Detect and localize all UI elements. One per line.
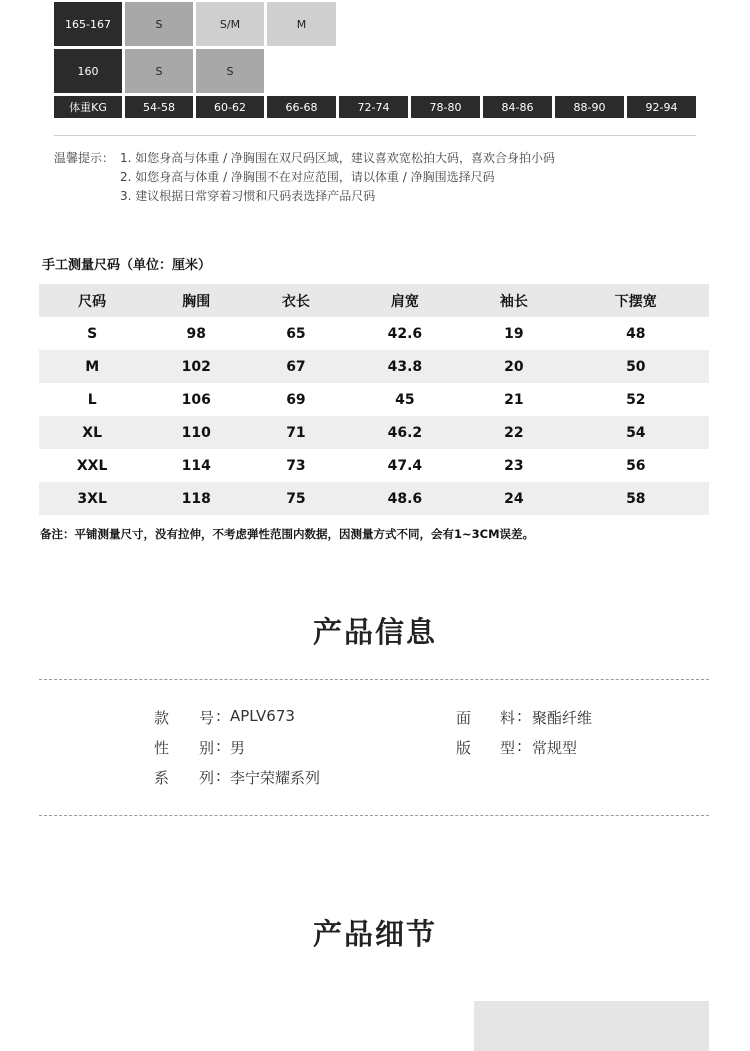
- table-cell: 106: [181, 391, 211, 408]
- table-cell: L: [87, 391, 97, 408]
- product-info-title: 产品信息: [312, 615, 437, 649]
- info-colon: :: [517, 707, 523, 725]
- measure-note: 备注：平铺测量尺寸，没有拉伸，不考虑弹性范围内数据，因测量方式不同，会有1~3CM误差。: [40, 527, 535, 541]
- table-cell: 24: [504, 490, 524, 507]
- weight-cell: 60-62: [196, 96, 264, 118]
- size-cell: S/M: [196, 2, 264, 46]
- table-cell: 98: [186, 325, 206, 342]
- info-key: 性: [154, 739, 170, 757]
- weight-cell: 66-68: [267, 96, 336, 118]
- table-cell: 20: [504, 358, 524, 375]
- product-detail-title: 产品细节: [312, 917, 437, 951]
- info-colon: :: [216, 707, 222, 725]
- table-row: [39, 317, 709, 350]
- info-value: 李宁荣耀系列: [230, 769, 321, 787]
- table-cell: 19: [504, 325, 524, 342]
- table-cell: XL: [82, 424, 103, 441]
- table-row: [39, 350, 709, 383]
- header-cell: 衣长: [281, 293, 310, 310]
- tip-line: 2. 如您身高与体重 / 净胸围不在对应范围，请以体重 / 净胸围选择尺码: [120, 170, 495, 184]
- info-key: 系: [154, 769, 170, 787]
- header-cell: 肩宽: [390, 293, 419, 310]
- table-cell: M: [85, 358, 100, 375]
- table-cell: 48.6: [387, 490, 423, 507]
- weight-cell: 78-80: [411, 96, 480, 118]
- table-cell: 58: [626, 490, 646, 507]
- table-cell: 45: [395, 391, 415, 408]
- size-cell: M: [267, 2, 336, 46]
- size-cell: S: [125, 2, 193, 46]
- table-cell: 73: [286, 457, 306, 474]
- table-cell: 3XL: [77, 490, 107, 507]
- table-cell: 114: [181, 457, 211, 474]
- table-cell: 48: [626, 325, 646, 342]
- detail-image-placeholder: [474, 1001, 709, 1051]
- size-cell: S: [196, 49, 264, 93]
- table-cell: 67: [286, 358, 306, 375]
- info-key: 款: [154, 709, 170, 727]
- header-cell: 尺码: [78, 293, 107, 310]
- tip-line: 1. 如您身高与体重 / 净胸围在双尺码区域，建议喜欢宽松拍大码，喜欢合身拍小码: [120, 151, 555, 165]
- info-key: 面: [456, 709, 472, 727]
- table-cell: 65: [286, 325, 306, 342]
- info-colon: :: [216, 767, 222, 785]
- table-cell: 75: [286, 490, 306, 507]
- table-cell: 54: [626, 424, 646, 441]
- measure-title: 手工测量尺码（单位：厘米）: [42, 258, 212, 273]
- size-cell: S: [125, 49, 193, 93]
- info-key: 料: [500, 709, 516, 727]
- table-cell: 47.4: [387, 457, 423, 474]
- info-colon: :: [517, 737, 523, 755]
- info-value: 男: [230, 739, 246, 757]
- table-cell: 23: [504, 457, 524, 474]
- info-value: 聚酯纤维: [532, 709, 593, 727]
- measure-table: [39, 284, 709, 515]
- header-cell: 袖长: [499, 293, 528, 310]
- weight-cell: 92-94: [627, 96, 696, 118]
- table-cell: 52: [626, 391, 646, 408]
- dashed-divider: [39, 815, 709, 816]
- table-cell: 71: [286, 424, 306, 441]
- table-cell: 46.2: [387, 424, 423, 441]
- table-cell: 50: [626, 358, 646, 375]
- table-cell: 118: [181, 490, 211, 507]
- weight-cell: 54-58: [125, 96, 193, 118]
- table-row: [39, 482, 709, 515]
- height-label-165: 165-167: [54, 2, 122, 46]
- tip-line: 3. 建议根据日常穿着习惯和尺码表选择产品尺码: [120, 189, 376, 203]
- table-cell: 22: [504, 424, 524, 441]
- table-row: [39, 383, 709, 416]
- info-key: 版: [456, 739, 472, 757]
- header-cell: 胸围: [182, 293, 211, 310]
- table-cell: 42.6: [387, 325, 423, 342]
- table-cell: 21: [504, 391, 524, 408]
- table-cell: 69: [286, 391, 306, 408]
- table-cell: XXL: [76, 457, 108, 474]
- weight-label: 体重KG: [54, 96, 122, 118]
- weight-cell: 72-74: [339, 96, 408, 118]
- info-value: 常规型: [532, 739, 578, 757]
- info-value: APLV673: [230, 707, 295, 725]
- table-cell: 102: [181, 358, 211, 375]
- info-key: 型: [500, 739, 516, 757]
- dashed-divider: [39, 679, 709, 680]
- table-cell: S: [87, 325, 98, 342]
- table-cell: 43.8: [387, 358, 423, 375]
- height-label-160: 160: [54, 49, 122, 93]
- table-cell: 56: [626, 457, 646, 474]
- info-colon: :: [216, 737, 222, 755]
- weight-cell: 84-86: [483, 96, 552, 118]
- tips-label: 温馨提示：: [54, 151, 115, 165]
- header-cell: 下摆宽: [614, 293, 657, 310]
- divider: [54, 135, 696, 136]
- table-cell: 110: [181, 424, 211, 441]
- table-header-row: [39, 284, 709, 317]
- table-row: [39, 449, 709, 482]
- info-key: 别: [199, 739, 215, 757]
- info-key: 列: [199, 769, 215, 787]
- table-row: [39, 416, 709, 449]
- weight-cell: 88-90: [555, 96, 624, 118]
- info-key: 号: [199, 709, 215, 727]
